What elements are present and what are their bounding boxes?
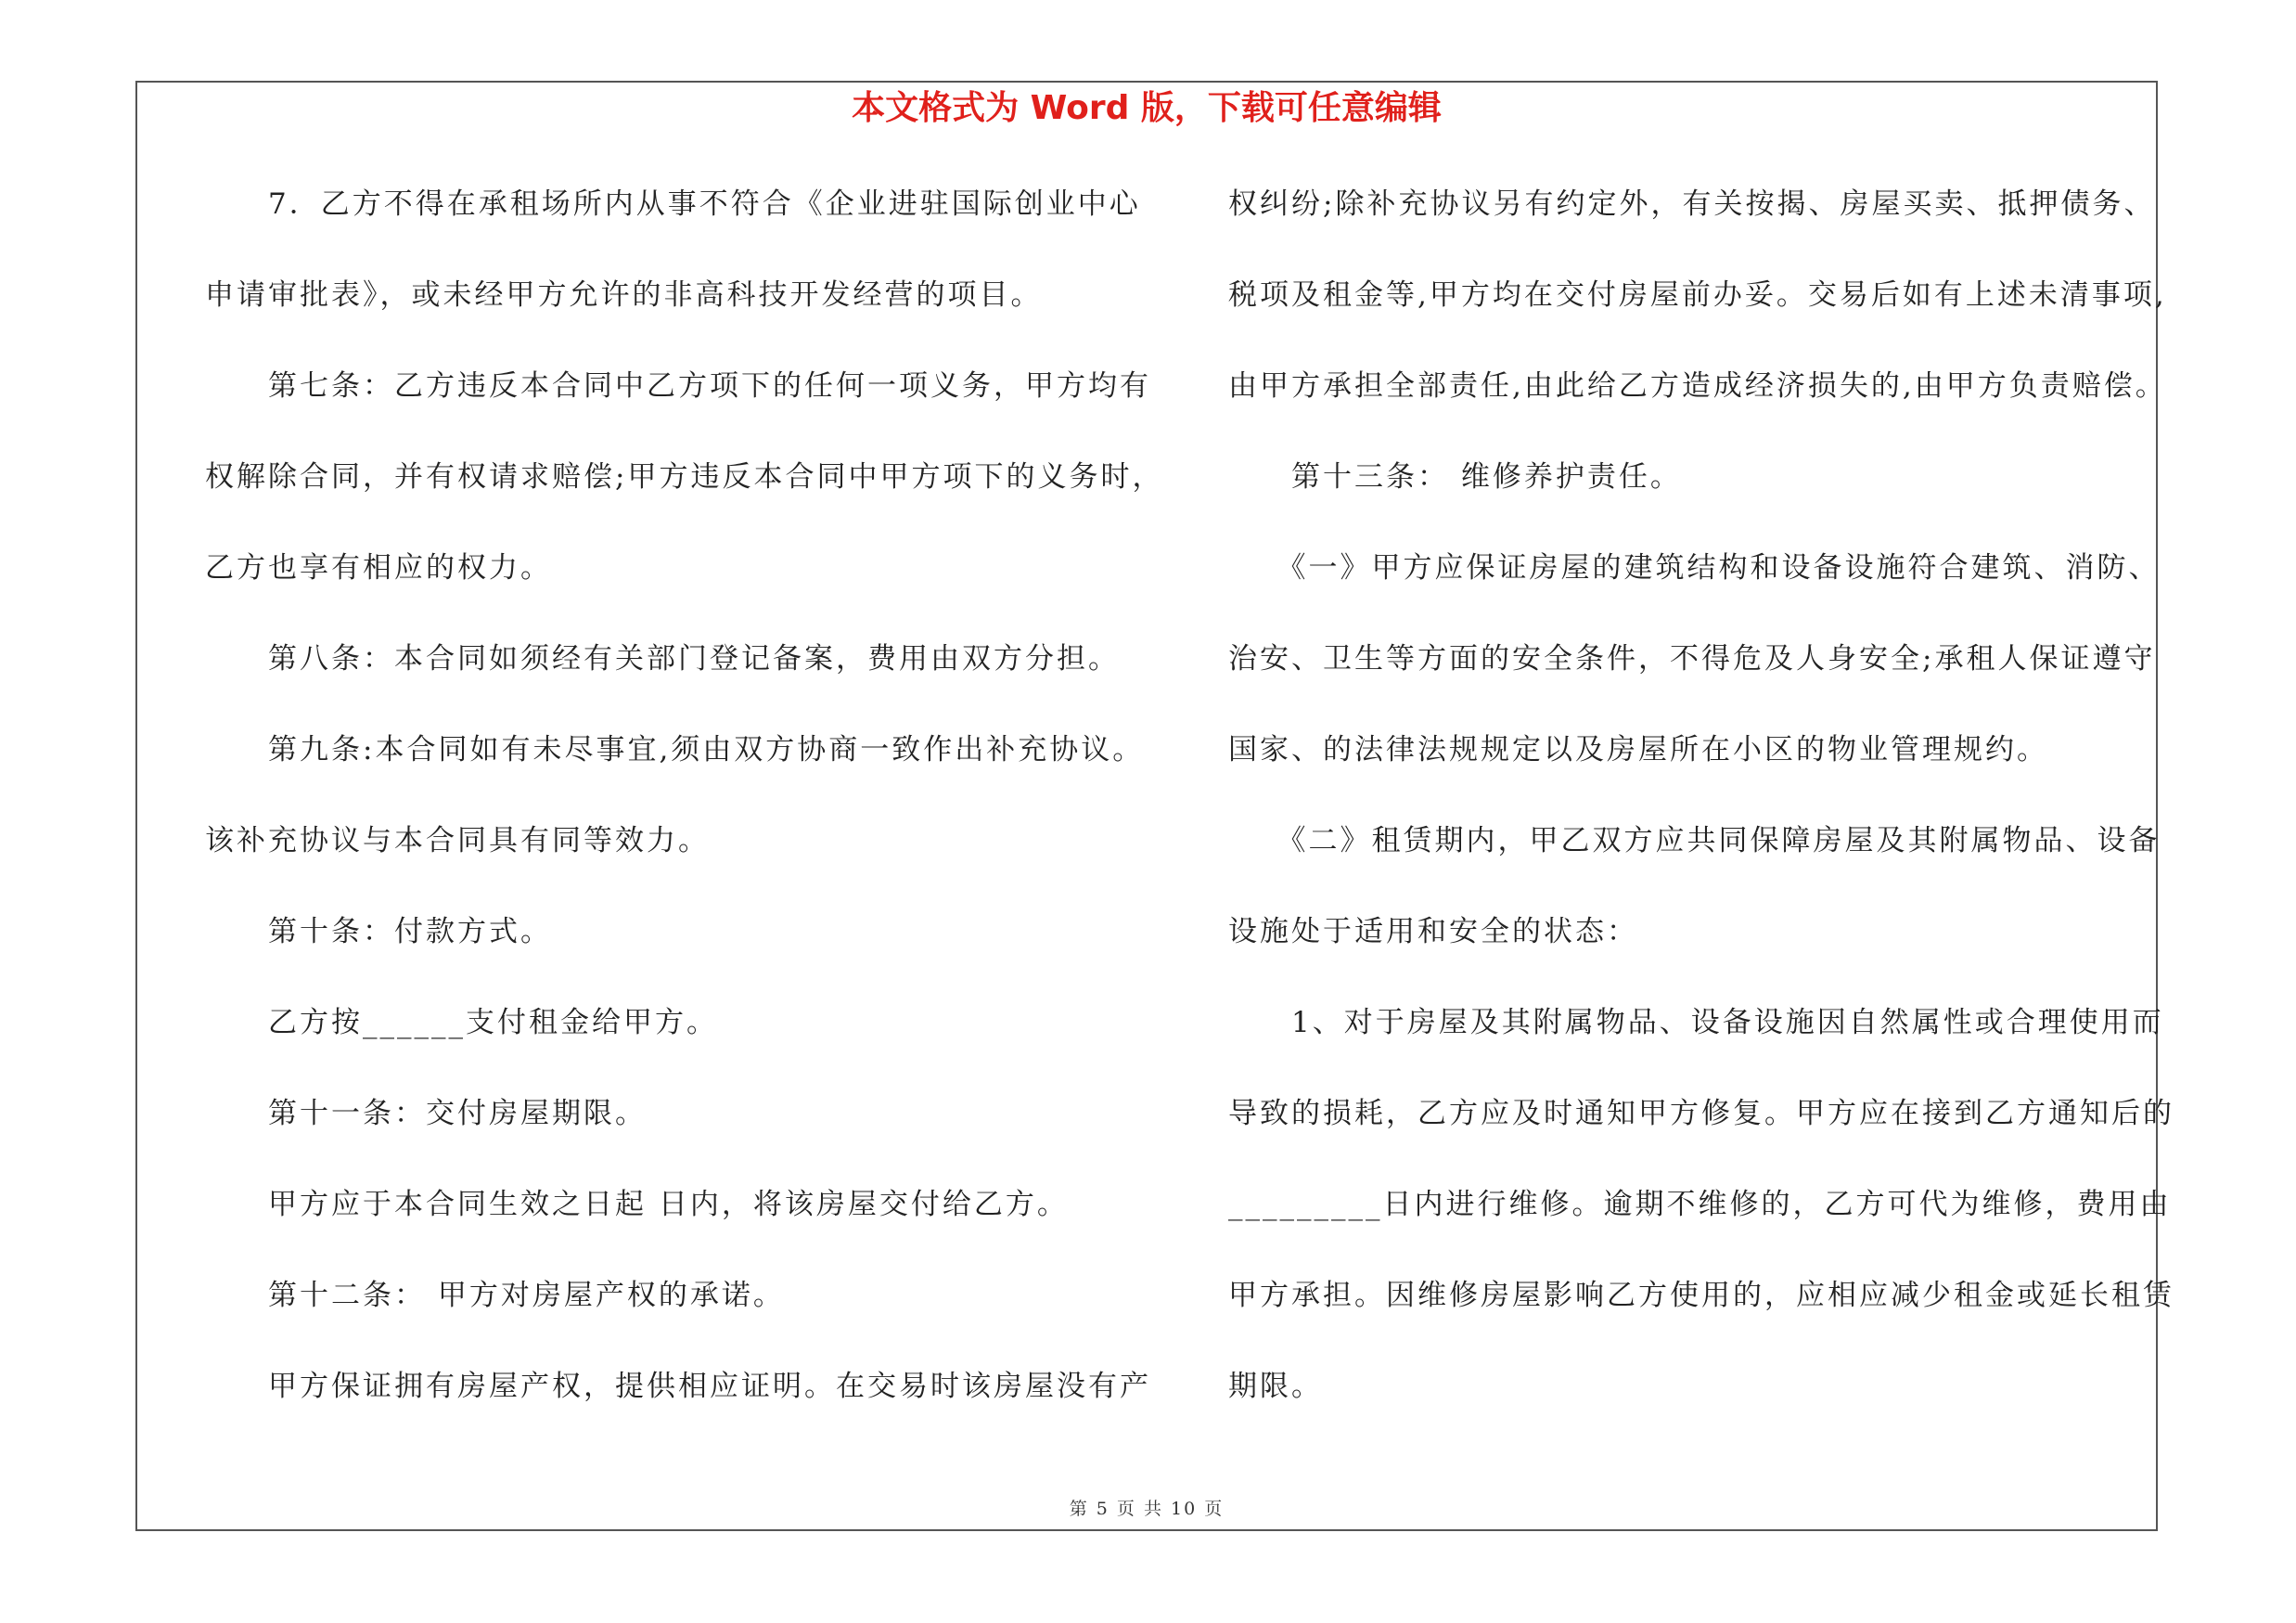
paragraph-line: 第九条:本合同如有未尽事宜,须由双方协商一致作出补充协议。 bbox=[205, 733, 1145, 766]
paragraph-line: 税项及租金等,甲方均在交付房屋前办妥。交易后如有上述未清事项, bbox=[1228, 278, 2167, 312]
paragraph-line: 设施处于适用和安全的状态： bbox=[1228, 915, 1638, 948]
paragraph-line: _________日内进行维修。逾期不维修的，乙方可代为维修，费用由 bbox=[1228, 1188, 2172, 1221]
paragraph-line: 国家、的法律法规规定以及房屋所在小区的物业管理规约。 bbox=[1228, 733, 2048, 766]
paragraph-line: 第十一条：交付房屋期限。 bbox=[205, 1097, 647, 1130]
paragraph-line: 权纠纷;除补充协议另有约定外，有关按揭、房屋买卖、抵押债务、 bbox=[1228, 187, 2156, 221]
paragraph-line: 乙方按______支付租金给甲方。 bbox=[205, 1006, 718, 1039]
paragraph-line: 甲方应于本合同生效之日起 日内，将该房屋交付给乙方。 bbox=[205, 1188, 1069, 1221]
header-banner: 本文格式为 Word 版，下载可任意编辑 bbox=[852, 89, 1442, 127]
page-number: 第 5 页 共 10 页 bbox=[1069, 1499, 1225, 1519]
paragraph-line: 第十三条： 维修养护责任。 bbox=[1228, 460, 1682, 494]
paragraph-line: 治安、卫生等方面的安全条件，不得危及人身安全;承租人保证遵守 bbox=[1228, 642, 2156, 676]
paragraph-line: 第十条：付款方式。 bbox=[205, 915, 552, 948]
paragraph-line: 《二》租赁期内，甲乙双方应共同保障房屋及其附属物品、设备 bbox=[1228, 824, 2161, 857]
paragraph-line: 1、对于房屋及其附属物品、设备设施因自然属性或合理使用而 bbox=[1228, 1006, 2164, 1039]
paragraph-line: 乙方也享有相应的权力。 bbox=[205, 551, 552, 585]
paragraph-line: 7．乙方不得在承租场所内从事不符合《企业进驻国际创业中心 bbox=[205, 187, 1141, 221]
paragraph-line: 权解除合同，并有权请求赔偿;甲方违反本合同中甲方项下的义务时， bbox=[205, 460, 1164, 494]
paragraph-line: 甲方承担。因维修房屋影响乙方使用的，应相应减少租金或延长租赁 bbox=[1228, 1279, 2174, 1312]
paragraph-line: 第七条：乙方违反本合同中乙方项下的任何一项义务，甲方均有 bbox=[205, 369, 1151, 403]
paragraph-line: 第十二条： 甲方对房屋产权的承诺。 bbox=[205, 1279, 785, 1312]
paragraph-line: 《一》甲方应保证房屋的建筑结构和设备设施符合建筑、消防、 bbox=[1228, 551, 2161, 585]
paragraph-line: 该补充协议与本合同具有同等效力。 bbox=[205, 824, 710, 857]
paragraph-line: 甲方保证拥有房屋产权，提供相应证明。在交易时该房屋没有产 bbox=[205, 1370, 1151, 1403]
paragraph-line: 由甲方承担全部责任,由此给乙方造成经济损失的,由甲方负责赔偿。 bbox=[1228, 369, 2167, 403]
paragraph-line: 导致的损耗，乙方应及时通知甲方修复。甲方应在接到乙方通知后的 bbox=[1228, 1097, 2174, 1130]
paragraph-line: 申请审批表》，或未经甲方允许的非高科技开发经营的项目。 bbox=[205, 278, 1043, 312]
paragraph-line: 期限。 bbox=[1228, 1370, 1323, 1403]
paragraph-line: 第八条：本合同如须经有关部门登记备案，费用由双方分担。 bbox=[205, 642, 1120, 676]
